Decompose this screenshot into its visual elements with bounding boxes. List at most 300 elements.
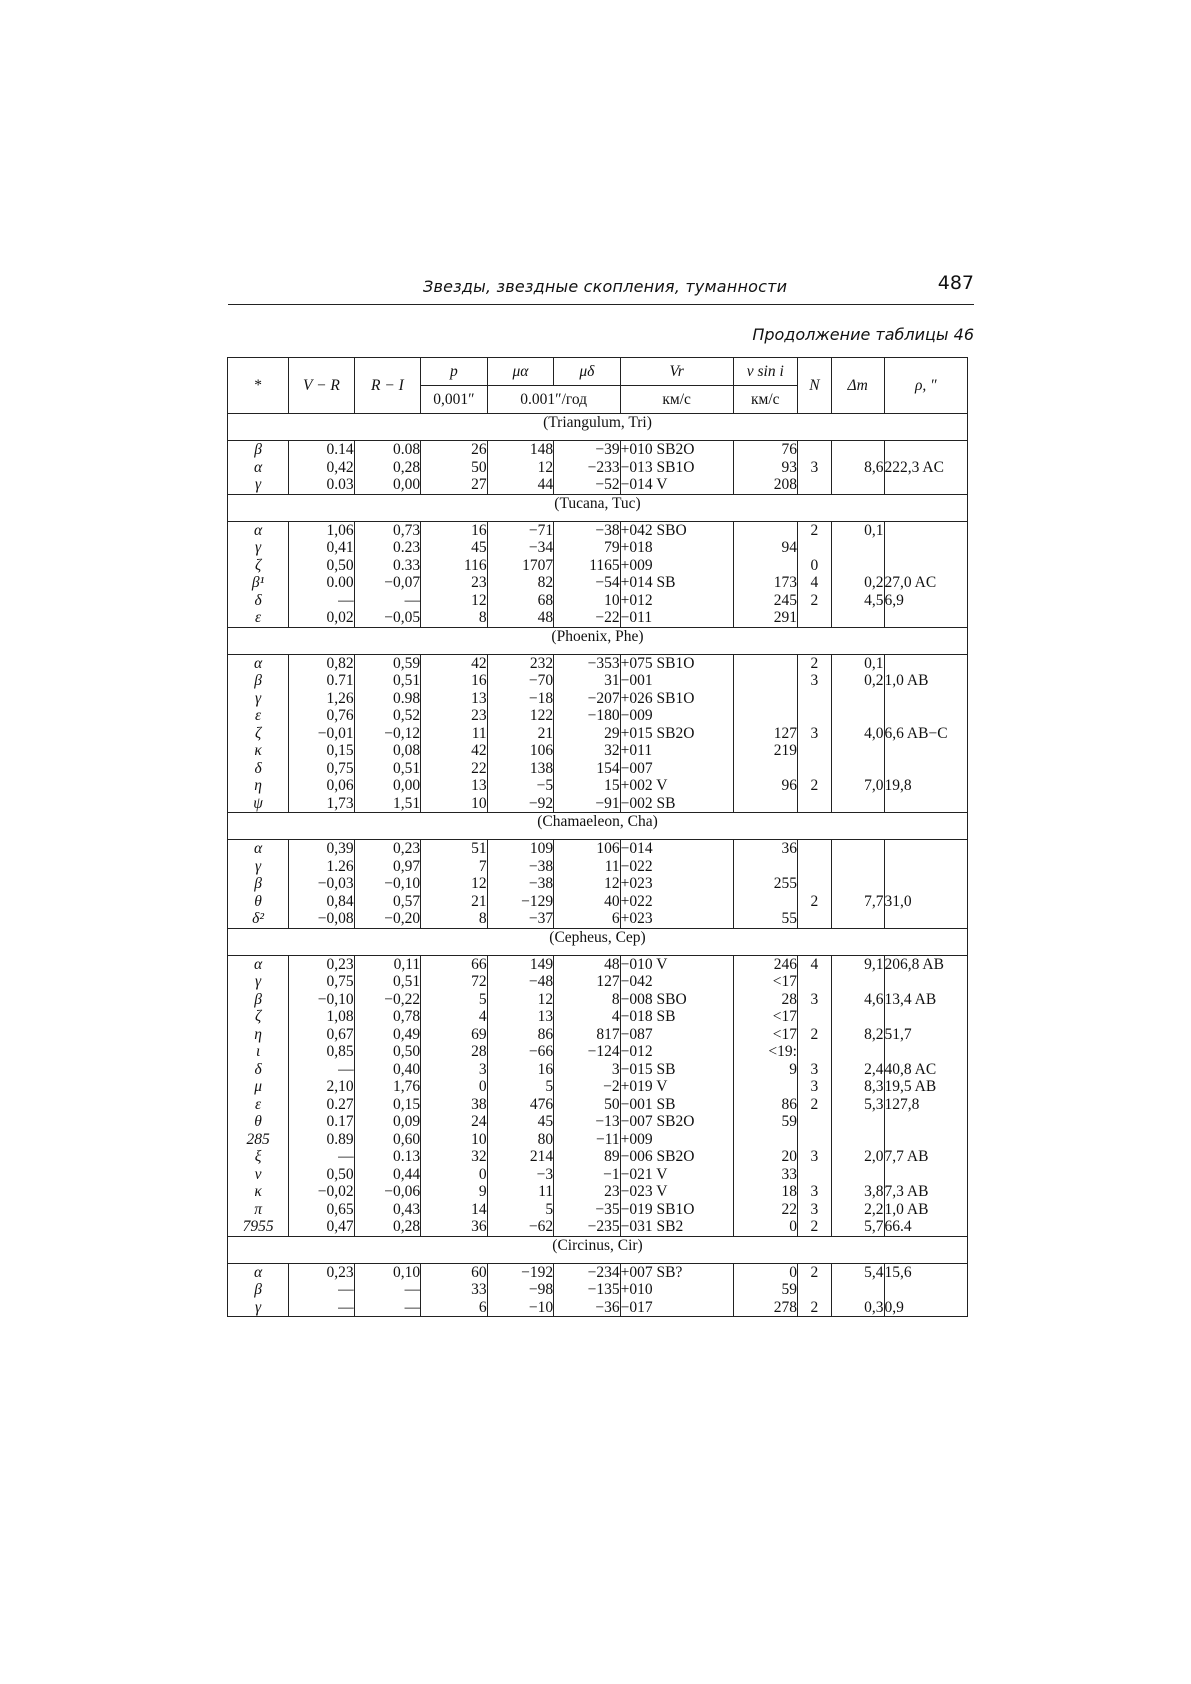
table-cell-value: 0 <box>789 1263 797 1281</box>
table-cell-value: 219 <box>773 742 797 759</box>
delta-m-cell <box>831 521 884 627</box>
constellation-title: (Phoenix, Phe) <box>228 627 968 654</box>
table-cell-value: 0,3 <box>864 1298 884 1316</box>
col-unit-parallax: 0,001″ <box>421 386 488 414</box>
table-cell-value: −0,20 <box>384 910 421 927</box>
table-cell-value <box>885 655 967 673</box>
table-cell-value: β <box>254 875 262 892</box>
table-cell-value: 222,3 AC <box>884 458 944 476</box>
table-cell-value: 11 <box>538 1183 554 1200</box>
table-cell-value: −48 <box>528 973 554 990</box>
table-cell-value <box>798 1131 831 1149</box>
table-cell-value: γ <box>255 857 262 875</box>
table-cell-value: 1,26 <box>326 689 354 707</box>
table-cell-value: 7,7 <box>864 892 884 910</box>
rho-cell <box>884 955 967 1236</box>
table-cell-value: +002 V <box>620 777 668 794</box>
table-cell-value: 13 <box>471 777 487 794</box>
table-cell-value: — <box>338 1148 354 1165</box>
table-cell-value: 1,0 AB <box>884 672 929 689</box>
table-cell-value <box>885 707 967 725</box>
vsini-cell <box>733 521 797 627</box>
table-cell-value: −006 SB2O <box>620 1148 695 1165</box>
constellation-header-row <box>228 1236 968 1263</box>
rho-cell <box>884 654 967 813</box>
col-header-radial-velocity: Vr <box>620 358 733 386</box>
table-cell-value <box>798 858 831 876</box>
rho-cell <box>884 840 967 929</box>
table-cell-value: θ <box>254 892 262 910</box>
table-cell-value: 817 <box>596 1025 620 1043</box>
table-cell-value: 0,65 <box>326 1200 354 1218</box>
table-cell-value: 94 <box>781 539 797 556</box>
v-r-cell <box>289 521 354 627</box>
table-cell-value: δ <box>254 1060 262 1078</box>
table-cell-value: 0,75 <box>326 973 354 990</box>
table-cell-value: 1,06 <box>326 521 354 539</box>
parallax-cell <box>421 654 488 813</box>
table-cell-value <box>832 1008 884 1026</box>
table-cell-value: −91 <box>595 794 620 812</box>
table-cell-value: 42 <box>471 742 487 759</box>
table-cell-value <box>832 476 884 494</box>
table-cell-value: 22 <box>781 1200 797 1218</box>
table-cell-value: 0,44 <box>393 1165 421 1183</box>
table-cell-value: +011 <box>620 742 653 759</box>
table-cell-value: 2,4 <box>864 1060 884 1078</box>
table-cell-value: 0.13 <box>393 1148 421 1165</box>
table-cell-value: 51 <box>471 840 487 857</box>
table-cell-value: −087 <box>620 1025 653 1043</box>
col-header-parallax: p <box>421 358 488 386</box>
table-cell-value <box>832 707 884 725</box>
table-cell-value: <19: <box>768 1043 797 1060</box>
table-cell-value <box>798 1043 831 1061</box>
mu-alpha-cell <box>487 441 554 495</box>
table-cell-value: −0,02 <box>317 1183 354 1200</box>
table-cell-value: −031 SB2 <box>620 1218 684 1235</box>
table-cell-value <box>798 875 831 893</box>
table-cell-value <box>832 557 884 575</box>
table-cell-value <box>885 1113 967 1131</box>
table-cell-value: 15 <box>604 777 620 794</box>
table-cell-value: 23 <box>604 1183 620 1200</box>
delta-m-cell <box>831 654 884 813</box>
table-cell-value: 3 <box>810 1183 819 1200</box>
table-cell-value: +019 V <box>620 1078 668 1095</box>
n-cell <box>797 1263 831 1317</box>
table-cell-value: 255 <box>773 875 797 892</box>
table-cell-value: 0,10 <box>393 1263 421 1281</box>
n-cell <box>797 521 831 627</box>
parallax-cell <box>421 1263 488 1317</box>
table-cell-value: +010 SB2O <box>620 441 695 458</box>
table-cell-value: ψ <box>253 794 263 812</box>
table-cell-value: 0,97 <box>393 857 421 875</box>
table-cell-value <box>885 522 967 540</box>
table-cell-value: 0 <box>478 1078 487 1095</box>
table-cell-value: 68 <box>537 591 554 609</box>
table-cell-value: 0,41 <box>326 539 354 556</box>
table-cell-value: 6 <box>478 1298 487 1316</box>
table-cell-value: 9 <box>789 1060 797 1078</box>
table-cell-value <box>885 690 967 708</box>
table-cell-value <box>885 1281 967 1299</box>
table-cell-value: 1,08 <box>326 1008 354 1025</box>
table-cell-value <box>832 1166 884 1184</box>
table-cell-value <box>734 795 797 813</box>
table-cell-value: 12 <box>537 458 554 476</box>
table-cell-value <box>798 973 831 991</box>
table-cell-value <box>885 742 967 760</box>
table-cell-value: 11 <box>604 857 620 875</box>
table-cell-value: κ <box>254 742 262 759</box>
mu-alpha-cell <box>487 955 554 1236</box>
table-cell-value: 13 <box>537 1008 554 1025</box>
table-cell-value <box>798 609 831 627</box>
n-cell <box>797 840 831 929</box>
table-cell-value: β <box>254 441 262 458</box>
table-cell-value: 0,39 <box>326 840 354 857</box>
table-cell-value <box>734 522 797 540</box>
table-cell-value: −0,05 <box>384 609 421 626</box>
mu-alpha-cell <box>487 521 554 627</box>
n-cell <box>797 654 831 813</box>
table-cell-value: 27,0 AC <box>884 574 937 591</box>
table-cell-value: <17 <box>772 973 797 990</box>
table-cell-value: θ <box>254 1113 262 1130</box>
table-cell-value: −54 <box>595 574 620 591</box>
table-cell-value: 0.08 <box>393 441 421 458</box>
table-cell-value: 0,51 <box>393 759 421 777</box>
table-cell-value: 20 <box>781 1148 797 1165</box>
table-cell-value <box>798 910 831 928</box>
table-cell-value: 0.27 <box>326 1095 354 1113</box>
col-header-v-r: V − R <box>289 358 354 414</box>
table-cell-value: 51,7 <box>884 1025 912 1043</box>
table-cell-value: 48 <box>604 955 620 973</box>
table-cell-value: 2 <box>810 654 819 672</box>
table-cell-value: −017 <box>620 1298 653 1316</box>
table-cell-value: 0,42 <box>326 458 354 476</box>
table-cell-value: 42 <box>471 654 487 672</box>
table-cell-value: 31,0 <box>884 892 912 910</box>
table-cell-value: 278 <box>773 1298 797 1316</box>
table-cell-value: 5,3 <box>864 1095 884 1113</box>
table-cell-value <box>885 1131 967 1149</box>
table-cell-value: 127,8 <box>884 1095 920 1113</box>
constellation-data-row <box>228 654 968 813</box>
table-cell-value: −0,06 <box>384 1183 421 1200</box>
table-cell-value: ζ <box>254 1008 262 1025</box>
radial-velocity-cell <box>620 441 733 495</box>
table-cell-value <box>734 1078 797 1096</box>
table-cell-value: 89 <box>604 1148 620 1165</box>
table-cell-value: 96 <box>781 777 797 794</box>
table-cell-value: −71 <box>528 521 554 539</box>
table-cell-value: 0 <box>478 1165 487 1183</box>
table-cell-value: −1 <box>603 1165 620 1183</box>
table-cell-value: 0,08 <box>393 742 421 759</box>
table-cell-value: 4 <box>810 574 819 591</box>
table-cell-value: +075 SB1O <box>620 654 695 672</box>
table-cell-value: −13 <box>595 1113 620 1130</box>
star-cell <box>228 1263 289 1317</box>
table-cell-value <box>798 1281 831 1299</box>
table-cell-value: 55 <box>781 910 797 927</box>
table-cell-value: 0,23 <box>326 1263 354 1281</box>
delta-m-cell <box>831 840 884 929</box>
table-cell-value <box>832 875 884 893</box>
table-cell-value: 149 <box>529 955 554 973</box>
table-cell-value: 38 <box>471 1095 487 1113</box>
running-title: Звезды, звездные скопления, туманности <box>423 277 788 296</box>
table-cell-value: <17 <box>772 1025 797 1043</box>
table-cell-value: −124 <box>587 1043 620 1060</box>
table-cell-value: −0,03 <box>317 875 354 892</box>
table-cell-value: 6,6 AB−C <box>884 724 948 742</box>
constellation-header-row <box>228 494 968 521</box>
table-cell-value: 0,51 <box>393 672 421 689</box>
mu-delta-cell <box>554 955 621 1236</box>
table-cell-value: −011 <box>620 609 653 626</box>
table-cell-value: −019 SB1O <box>620 1200 695 1218</box>
table-cell-value <box>734 760 797 778</box>
table-cell-value: 69 <box>471 1025 487 1043</box>
table-cell-value: π <box>254 1200 262 1218</box>
mu-alpha-cell <box>487 840 554 929</box>
table-cell-value: 3 <box>810 1200 819 1218</box>
table-cell-value: 106 <box>529 742 554 759</box>
table-cell-value: 0,50 <box>326 1165 354 1183</box>
table-cell-value: −39 <box>595 441 620 458</box>
table-cell-value <box>885 910 967 928</box>
table-cell-value: 5 <box>545 1200 554 1218</box>
table-cell-value: −11 <box>595 1130 620 1148</box>
table-cell-value: <17 <box>772 1008 797 1025</box>
star-data-table <box>227 357 968 1317</box>
table-cell-value: 0,1 <box>864 521 884 539</box>
table-cell-value: 0,47 <box>326 1218 354 1235</box>
constellation-data-row <box>228 521 968 627</box>
table-cell-value: −001 <box>620 672 653 689</box>
table-cell-value: 7,3 AB <box>884 1183 929 1200</box>
table-cell-value: ε <box>255 609 262 626</box>
n-cell <box>797 441 831 495</box>
table-cell-value: α <box>254 521 263 539</box>
table-cell-value: +022 <box>620 892 653 910</box>
table-cell-value: α <box>254 955 263 973</box>
col-header-delta-m: Δm <box>831 358 884 414</box>
table-cell-value: 10 <box>604 591 620 609</box>
table-cell-value: 50 <box>471 458 487 476</box>
table-cell-value: 32 <box>604 742 620 759</box>
table-cell-value: 138 <box>529 759 554 777</box>
table-cell-value: 45 <box>537 1113 554 1130</box>
table-cell-value: +023 <box>620 910 653 927</box>
delta-m-cell <box>831 441 884 495</box>
table-cell-value <box>885 875 967 893</box>
table-cell-value: −014 V <box>620 476 668 493</box>
table-cell-value: 4,6 <box>864 990 884 1008</box>
table-cell-value: 0,11 <box>393 955 421 973</box>
table-cell-value: 0,75 <box>326 759 354 777</box>
table-cell-value <box>832 690 884 708</box>
table-cell-value <box>832 539 884 557</box>
table-cell-value: 476 <box>529 1095 554 1113</box>
table-cell-value: 0,23 <box>393 840 421 857</box>
table-cell-value: 4 <box>611 1008 620 1025</box>
table-cell-value: 0,9 <box>884 1298 904 1316</box>
star-cell <box>228 521 289 627</box>
constellation-header-row <box>228 414 968 441</box>
table-cell-value: −98 <box>528 1281 554 1298</box>
table-cell-value: 79 <box>604 539 620 556</box>
table-cell-value: 285 <box>246 1130 270 1148</box>
table-cell-value: η <box>254 777 262 794</box>
delta-m-cell <box>831 955 884 1236</box>
star-cell <box>228 840 289 929</box>
table-cell-value <box>798 795 831 813</box>
star-cell <box>228 654 289 813</box>
table-cell-value: 127 <box>773 724 797 742</box>
table-cell-value: κ <box>254 1183 262 1200</box>
table-cell-value: 0,59 <box>393 654 421 672</box>
table-cell-value <box>832 760 884 778</box>
vsini-cell <box>733 654 797 813</box>
table-cell-value: −5 <box>536 777 554 794</box>
table-cell-value: 12 <box>604 875 620 892</box>
table-cell-value <box>885 476 967 494</box>
table-cell-value: 22 <box>471 759 487 777</box>
table-cell-value: 80 <box>537 1130 554 1148</box>
table-cell-value: 86 <box>781 1095 797 1113</box>
table-cell-value: +009 <box>620 556 653 574</box>
table-cell-value: β¹ <box>251 574 265 591</box>
table-cell-value <box>798 441 831 459</box>
table-cell-value: 291 <box>773 609 797 626</box>
v-r-cell <box>289 654 354 813</box>
table-cell-value: +007 SB? <box>620 1263 683 1281</box>
table-cell-value <box>798 1113 831 1131</box>
star-cell <box>228 955 289 1236</box>
table-cell-value: 21 <box>537 724 554 742</box>
table-cell-value <box>832 795 884 813</box>
table-cell-value: 10 <box>471 1130 487 1148</box>
rho-cell <box>884 441 967 495</box>
table-cell-value: 24 <box>471 1113 487 1130</box>
table-cell-value: 7 <box>478 857 487 875</box>
table-cell-value: 127 <box>596 973 620 990</box>
mu-alpha-cell <box>487 654 554 813</box>
table-cell-value: β <box>254 990 262 1008</box>
table-cell-value <box>798 707 831 725</box>
table-cell-value: γ <box>255 1298 262 1316</box>
table-cell-value: +014 SB <box>620 574 676 591</box>
table-caption: Продолжение таблицы 46 <box>752 325 974 344</box>
table-cell-value: 9,1 <box>864 955 884 973</box>
table-cell-value: 0,1 <box>864 654 884 672</box>
table-cell-value <box>832 910 884 928</box>
col-header-r-i: R − I <box>354 358 421 414</box>
table-cell-value <box>885 609 967 627</box>
table-cell-value <box>734 557 797 575</box>
table-cell-value: 0.89 <box>326 1130 354 1148</box>
table-cell-value <box>885 441 967 459</box>
table-header <box>228 358 968 414</box>
table-cell-value: 5 <box>545 1078 554 1095</box>
table-cell-value: 0.23 <box>393 539 421 556</box>
table-cell-value: −0,22 <box>384 990 421 1008</box>
table-cell-value: 15,6 <box>884 1263 912 1281</box>
table-cell-value: 214 <box>529 1148 554 1165</box>
table-cell-value: 3 <box>810 1060 819 1078</box>
table-cell-value: 14 <box>471 1200 487 1218</box>
table-cell-value: +026 SB1O <box>620 689 695 707</box>
delta-m-cell <box>831 1263 884 1317</box>
running-head <box>228 270 974 305</box>
table-cell-value: 10 <box>471 794 487 812</box>
table-cell-value: ε <box>255 707 262 724</box>
table-cell-value: 4,5 <box>864 591 884 609</box>
table-cell-value: +015 SB2O <box>620 724 695 742</box>
table-cell-value: 1707 <box>522 556 554 574</box>
table-cell-value: 3 <box>810 1078 819 1095</box>
table-cell-value <box>832 609 884 627</box>
table-cell-value: −38 <box>595 521 620 539</box>
table-cell-value: −35 <box>595 1200 620 1218</box>
col-header-rho: ρ, ″ <box>884 358 967 414</box>
table-cell-value: −0,12 <box>384 724 421 742</box>
table-cell-value: 40 <box>604 892 620 910</box>
vsini-cell <box>733 1263 797 1317</box>
table-cell-value: — <box>338 591 354 609</box>
table-cell-value <box>798 1008 831 1026</box>
table-cell-value <box>798 690 831 708</box>
table-cell-value: −007 SB2O <box>620 1113 695 1130</box>
col-unit-proper-motion: 0.001″/год <box>487 386 620 414</box>
table-cell-value: 13 <box>471 689 487 707</box>
table-cell-value: 0,67 <box>326 1025 354 1043</box>
table-cell-value: −014 <box>620 840 653 857</box>
constellation-data-row <box>228 955 968 1236</box>
table-cell-value: 9 <box>478 1183 487 1200</box>
table-cell-value: 8,6 <box>864 458 884 476</box>
mu-delta-cell <box>554 840 621 929</box>
table-cell-value: −012 <box>620 1043 653 1060</box>
table-cell-value: ι <box>255 1043 261 1060</box>
table-cell-value: β <box>254 1281 262 1298</box>
table-cell-value: −207 <box>587 689 620 707</box>
table-cell-value: −235 <box>587 1218 620 1235</box>
table-cell-value <box>798 840 831 858</box>
table-cell-value: 18 <box>781 1183 797 1200</box>
table-cell-value: 28 <box>471 1043 487 1060</box>
table-cell-value: 2 <box>810 1025 819 1043</box>
constellation-header-row <box>228 813 968 840</box>
v-r-cell <box>289 1263 354 1317</box>
table-cell-value: 7,7 AB <box>884 1148 929 1165</box>
table-cell-value: β <box>254 672 262 689</box>
table-cell-value: 33 <box>781 1165 797 1183</box>
constellation-title: (Circinus, Cir) <box>228 1236 968 1263</box>
table-cell-value: 148 <box>529 441 554 458</box>
table-body <box>228 414 968 1317</box>
table-cell-value: 0,50 <box>326 556 354 574</box>
table-cell-value: 3 <box>810 724 819 742</box>
table-cell-value <box>885 795 967 813</box>
table-cell-value: −023 V <box>620 1183 668 1200</box>
